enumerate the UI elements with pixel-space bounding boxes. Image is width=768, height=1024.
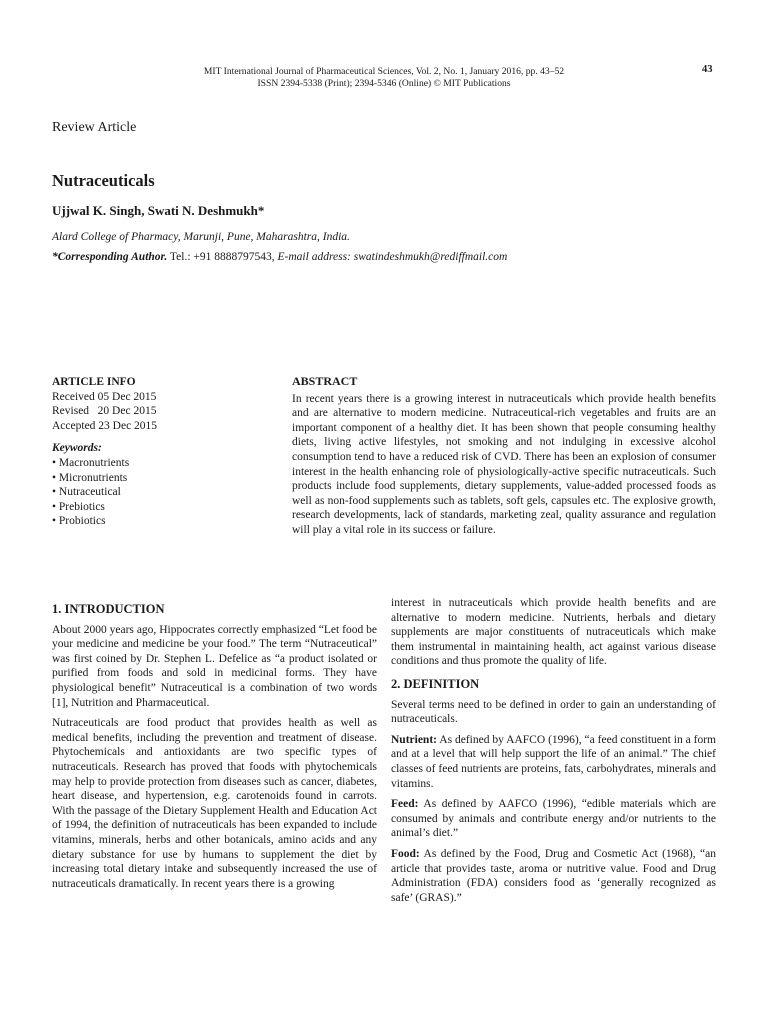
revised-date: Revised 20 Dec 2015 (52, 405, 157, 418)
article-info (52, 375, 282, 529)
journal-header (0, 66, 768, 90)
journal-citation: MIT International Journal of Pharmaceutical Sciences, Vol. 2, No. 1, January 2016, pp. 43–52 (203, 66, 565, 77)
abstract-text: In recent years there is a growing interest in nutraceuticals which provide health benefits and are alternative to modern medicine. Nutraceutical-rich vegetables and fruits are an important component of a healthy diet. It has been shown that people consuming healthy diets, living active lifestyles, not smoking and not indulging in excessive alcohol consumption tend to have a reduced risk of CVD. There has been an explosion of consumer interest in the health enhancing role of physiologically-active specific nutraceuticals. Such products include food supplements, dietary supplements, value-added processed foods as well as non-food supplements such as tablets, soft gels, capsules etc. The explosive growth, research developments, lack of standards, marketing zeal, quality assurance and regulation will play a vital role in its success or failure. (292, 392, 716, 536)
keyword-item: • Prebiotics (52, 500, 282, 515)
nutrient-text: As defined by AAFCO (1996), “a feed constituent in a form and at a level that will help support the life of an animal.” The chief classes of feed nutrients are proteins, fats, carbohydrates, minerals and vitamins. (391, 733, 716, 790)
corresponding-tel: Tel.: +91 8888797543, (167, 251, 278, 263)
keyword-item: • Nutraceutical (52, 485, 282, 500)
article-info-heading: ARTICLE INFO (52, 376, 136, 388)
abstract-heading: ABSTRACT (292, 374, 358, 388)
introduction-heading: 1. INTRODUCTION (52, 602, 165, 616)
intro-paragraph-continued: interest in nutraceuticals which provide health benefits and are alternative to modern medicine. Nutrients, herbals and dietary supplements are major constituents of nutraceuticals which make them instrumental in maintaining health, act against various disease conditions and thus promote the quality of life. (391, 597, 716, 668)
article-affiliation: Alard College of Pharmacy, Marunji, Pune, Maharashtra, India. (52, 231, 350, 243)
keywords-list (52, 456, 282, 529)
corresponding-email: E-mail address: swatindeshmukh@rediffmail.com (277, 251, 508, 263)
food-text: As defined by the Food, Drug and Cosmetic Act (1968), “an article that provides taste, aroma or nutritive value. Food and Drug Administration (FDA) considers food as ‘generally recognized as safe’ (GRAS).” (391, 847, 716, 904)
feed-text: As defined by AAFCO (1996), “edible materials which are consumed by animals and contribute energy and/or nutrients to the animal’s diet.” (391, 798, 716, 840)
definition-heading: 2. DEFINITION (391, 676, 480, 691)
keywords-label: Keywords: (52, 442, 102, 455)
term-food: Food: (391, 847, 420, 860)
page-number: 43 (702, 64, 713, 75)
body-column-right (391, 596, 716, 911)
keyword-item: • Macronutrients (52, 456, 282, 471)
abstract (292, 374, 716, 538)
corresponding-author (52, 251, 507, 263)
term-nutrient: Nutrient: (391, 733, 437, 746)
body-column-left (52, 602, 377, 897)
term-feed: Feed: (391, 798, 419, 811)
intro-paragraph: About 2000 years ago, Hippocrates correctly emphasized “Let food be your medicine and medicine be your food.” The term “Nutraceutical” was first coined by Dr. Stephen L. Defelice as “a product isolated or purified from foods and sold in medicinal forms. They have physiological benefit” Nutraceutical is a combination of two words [1], Nutrition and Pharmaceutical. (52, 623, 377, 709)
article-authors: Ujjwal K. Singh, Swati N. Deshmukh* (52, 203, 265, 218)
corresponding-label: *Corresponding Author. (52, 251, 168, 263)
keyword-item: • Probiotics (52, 514, 282, 529)
intro-paragraph: Nutraceuticals are food product that provides health as well as medical benefits, including the prevention and treatment of disease. Phytochemicals and antioxidants are two specific types of nutraceuticals. Research has proved that foods with phytochemicals may help to provide protection from diseases such as cancer, diabetes, heart disease, and hypertension, e.g. carotenoids found in carrots. With the passage of the Dietary Supplement Health and Education Act of 1994, the definition of nutraceuticals has been expanded to include vitamins, minerals, herbs and other botanicals, amino acids and any dietary substance for use by humans to supplement the diet by increasing total dietary intake and subsequently increased the use of nutraceuticals dramatically. In recent years there is a growing (52, 717, 377, 890)
definition-nutrient (391, 733, 716, 791)
definition-intro: Several terms need to be defined in order to gain an understanding of nutraceuticals. (391, 698, 716, 726)
received-date: Received 05 Dec 2015 (52, 390, 157, 403)
definition-feed (391, 797, 716, 841)
article-title: Nutraceuticals (52, 171, 155, 190)
definition-food (391, 847, 716, 905)
article-type: Review Article (52, 120, 137, 135)
journal-issn: ISSN 2394-5338 (Print); 2394-5346 (Online) © MIT Publications (257, 78, 511, 89)
keyword-item: • Micronutrients (52, 471, 282, 486)
accepted-date: Accepted 23 Dec 2015 (52, 419, 158, 432)
